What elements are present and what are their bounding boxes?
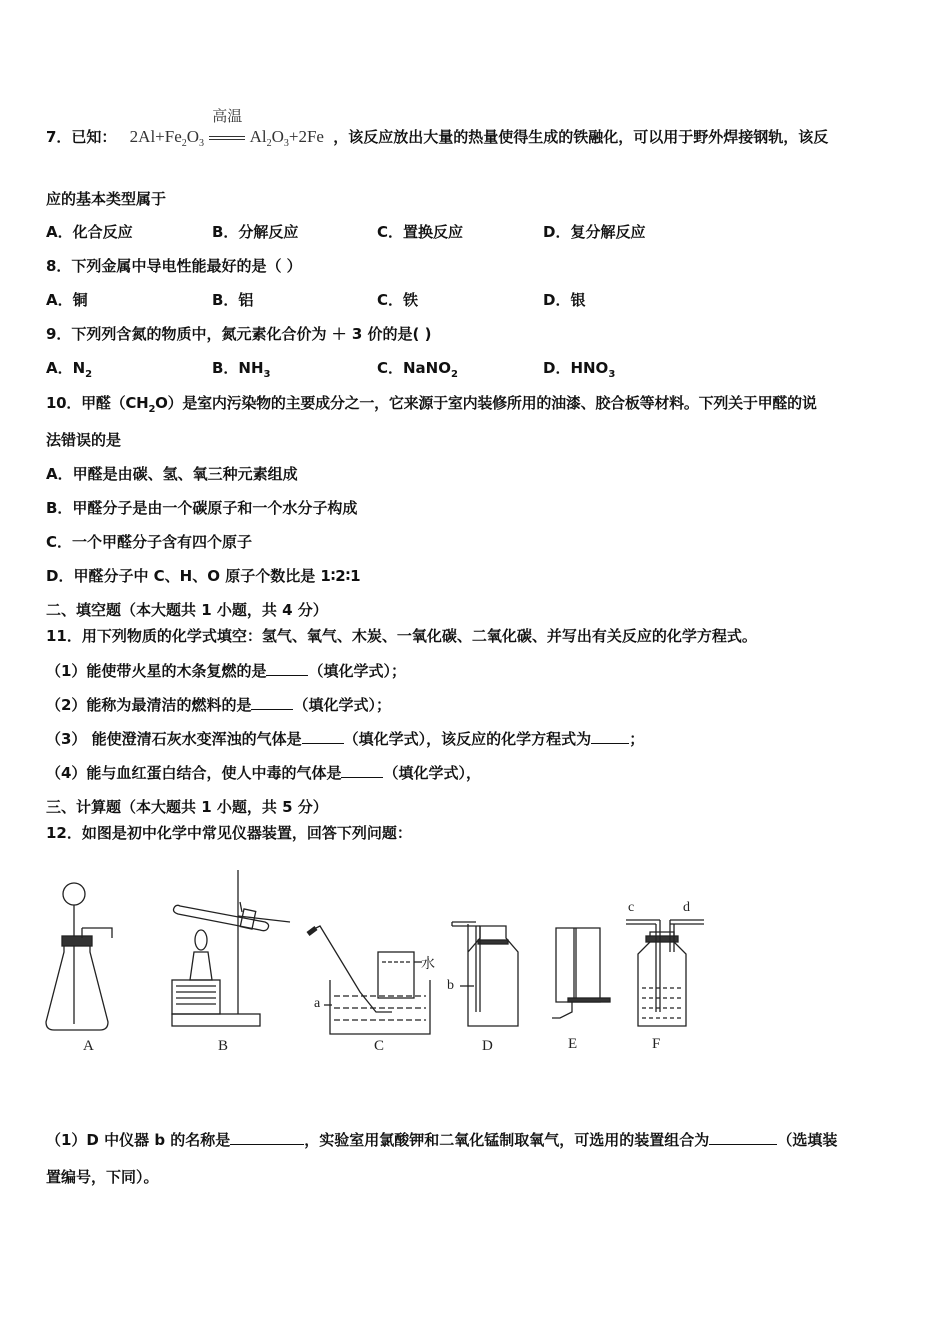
text: （选填装 [777, 1131, 838, 1149]
label-c: C [374, 1038, 385, 1054]
label-d: D [482, 1038, 493, 1054]
answer-blank[interactable] [341, 763, 383, 778]
q10-option-d[interactable]: D．甲醛分子中 C、H、O 原子个数比是 1∶2∶1 [46, 567, 361, 585]
q9-option-b[interactable] [212, 358, 271, 385]
q7-equation [129, 109, 324, 154]
eq-left: 2Al+Fe [129, 127, 182, 146]
text: ，实验室用氯酸钾和二氧化锰制取氧气，可选用的装置组合为 [304, 1131, 710, 1149]
q7-line1 [46, 109, 829, 154]
q11-part2 [46, 695, 391, 715]
text: （1）D 中仪器 b 的名称是 [46, 1131, 231, 1149]
q8-option-d[interactable]: D．银 [543, 291, 586, 309]
text: ； [629, 730, 645, 748]
option-sub: 3 [608, 369, 616, 380]
q7-option-b[interactable]: B．分解反应 [212, 223, 299, 241]
q12-stem: 12．如图是初中化学中常见仪器装置，回答下列问题： [46, 824, 412, 842]
eq-sub: 3 [199, 138, 205, 149]
q7-option-c[interactable]: C．置换反应 [377, 223, 464, 241]
answer-blank[interactable] [230, 1130, 304, 1145]
eq-condition: 高温 [212, 109, 243, 125]
apparatus-d-bottle [452, 922, 518, 1026]
eq-o: O [186, 127, 200, 146]
text: （1）能使带火星的木条复燃的是 [46, 662, 267, 680]
text: （2）能称为最清洁的燃料的是 [46, 696, 252, 714]
q9-option-c[interactable] [377, 358, 458, 385]
label-d-small: d [683, 900, 690, 915]
q10-option-c[interactable]: C．一个甲醛分子含有四个原子 [46, 533, 253, 551]
apparatus-e-collector [552, 928, 610, 1018]
q7-prefix: 7．已知： [46, 128, 117, 146]
q7-line2: 应的基本类型属于 [46, 190, 167, 208]
q8-stem: 8．下列金属中导电性能最好的是（ ） [46, 257, 302, 275]
option-text: A．N [46, 359, 86, 377]
q11-part1 [46, 661, 406, 681]
q11-part4 [46, 763, 481, 783]
option-text: C．NaNO [377, 359, 451, 377]
text: （3） 能使澄清石灰水变浑浊的气体是 [46, 730, 302, 748]
text: （填化学式），该反应的化学方程式为 [343, 730, 592, 748]
stem-part: 10．甲醛（CH [46, 394, 149, 412]
q11-stem: 11．用下列物质的化学式填空：氢气、氧气、木炭、一氧化碳、二氧化碳、并写出有关反应的化学方程式。 [46, 627, 757, 645]
eq-sub: 2 [181, 138, 187, 149]
q9-option-d[interactable] [543, 358, 615, 385]
label-f: F [652, 1036, 661, 1052]
text: （填化学式）； [308, 662, 406, 680]
q12-part1-line2: 置编号，下同）。 [46, 1168, 159, 1186]
q9-option-a[interactable] [46, 358, 92, 385]
answer-blank[interactable] [302, 729, 344, 744]
answer-blank[interactable] [266, 661, 308, 676]
text: （4）能与血红蛋白结合，使人中毒的气体是 [46, 764, 342, 782]
answer-blank[interactable] [709, 1130, 777, 1145]
apparatus-c-trough [308, 926, 430, 1034]
apparatus-f-bottle [626, 920, 704, 1026]
option-text: D．HNO [543, 359, 609, 377]
text: （填化学式）； [293, 696, 391, 714]
apparatus-a-flask [46, 883, 112, 1030]
section-3-heading: 三、计算题（本大题共 1 小题，共 5 分） [46, 798, 328, 816]
label-a-small: a [314, 996, 321, 1011]
label-e: E [568, 1036, 578, 1052]
eq-sub: 2 [266, 138, 272, 149]
section-2-heading: 二、填空题（本大题共 1 小题，共 4 分） [46, 601, 328, 619]
option-sub: 2 [85, 369, 93, 380]
q7-option-a[interactable]: A．化合反应 [46, 223, 133, 241]
eq-right: Al [249, 127, 267, 146]
option-text: B．NH [212, 359, 264, 377]
q8-option-b[interactable]: B．铝 [212, 291, 254, 309]
eq-right: +2Fe [288, 127, 324, 146]
stem-part: O）是室内污染物的主要成分之一，它来源于室内装修所用的油漆、胶合板等材料。下列关于甲醛的说 [155, 394, 817, 412]
q10-option-a[interactable]: A．甲醛是由碳、氢、氧三种元素组成 [46, 465, 298, 483]
option-sub: 3 [263, 369, 271, 380]
stem-sub: 2 [148, 404, 156, 415]
option-sub: 2 [451, 369, 458, 380]
eq-condition-arrow [208, 109, 246, 147]
label-a: A [83, 1038, 94, 1054]
eq-double-line [209, 136, 245, 140]
q11-part3 [46, 729, 644, 749]
apparatus-b-heating [172, 870, 290, 1026]
apparatus-figure [40, 862, 740, 1062]
q7-suffix: ，该反应放出大量的热量使得生成的铁融化，可以用于野外焊接钢轨，该反 [333, 128, 829, 146]
q7-option-d[interactable]: D．复分解反应 [543, 223, 646, 241]
label-c-small: c [628, 900, 635, 915]
label-b: B [218, 1038, 229, 1054]
eq-sub: 3 [283, 138, 289, 149]
q10-stem [46, 393, 817, 420]
label-water: 水 [421, 957, 435, 972]
q9-stem: 9．下列列含氮的物质中，氮元素化合价为 ＋ 3 价的是( ) [46, 325, 432, 343]
text: （填化学式）， [383, 764, 481, 782]
q10-stem-line2: 法错误的是 [46, 431, 122, 449]
answer-blank[interactable] [591, 729, 629, 744]
q10-option-b[interactable]: B．甲醛分子是由一个碳原子和一个水分子构成 [46, 499, 358, 517]
answer-blank[interactable] [251, 695, 293, 710]
q12-part1 [46, 1130, 837, 1150]
q8-option-a[interactable]: A．铜 [46, 291, 88, 309]
q8-option-c[interactable]: C．铁 [377, 291, 419, 309]
label-b-small: b [447, 978, 454, 993]
eq-right: O [271, 127, 284, 146]
